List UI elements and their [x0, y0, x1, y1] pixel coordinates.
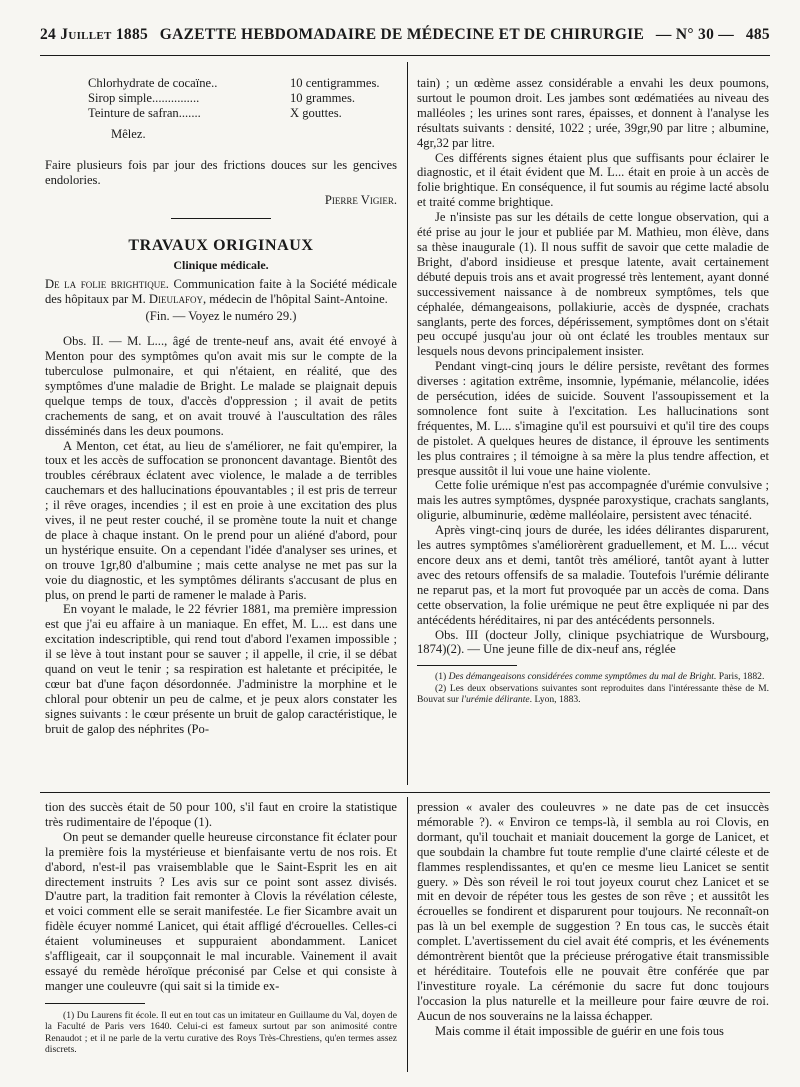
signature-rule — [171, 218, 271, 219]
paragraph: pression « avaler des couleuvres » ne date pas de cet insuccès mémorable ?). « Environ ce temps-là, il sembla au roi Clovis, en dormant, qu'il touchait et maniait doucement la gorge de Lanicet, et que soubdain la chambre fut toute remplie d'une clairté céleste et de flammes resplendissantes, et qu'en ce mesme lieu Lanicet se sentit guery. » Dès son réveil le roi tout joyeux courut chez Lanicet et se mit en devoir de répéter tous les gestes de son rêve ; et aussitôt les écrouelles se fondirent et disparurent pour toujours. Ne reconnaît-on pas là un bel exemple de suggestion ? En tous cas, le succès était complet. L'avertissement du ciel avait été compris, et les événements démontrèrent bientôt que la précieuse prérogative était transmissible et héréditaire. Toutefois elle ne pouvait être conférée que par l'investiture royale. La cérémonie du sacre fut donc toujours l'occasion la plus naturelle et la meilleure pour faire œuvre de roi. Aucun de nos souverains ne la laissa échapper. — [417, 800, 769, 1023]
prescription-line: Chlorhydrate de cocaïne.. 10 centigrammes. — [88, 76, 380, 90]
footnote-rule — [417, 665, 517, 666]
bottom-left-column — [45, 800, 397, 1055]
paragraph: Cette folie urémique n'est pas accompagnée d'urémie convulsive ; mais les autres symptômes, dyspnée paroxystique, crachats sanglants, oligurie, albuminurie, œdème malléolaire, persistent avec ténacité. — [417, 478, 769, 523]
header-journal: GAZETTE HEBDOMADAIRE DE MÉDECINE ET DE CHIRURGIE — [159, 26, 645, 43]
footnote: (1) Des démangeaisons considérées comme symptômes du mal de Bright. Paris, 1882. — [435, 671, 765, 683]
header-issue: — N° 30 — — [655, 26, 735, 43]
footnote: (1) Du Laurens fit école. Il eut en tout cas un imitateur en Guillaume du Val, doyen de la Faculté de Paris vers 1640. Celui-ci est fameux surtout par son animosité contre Renaudot ; et il ne parle de la vertu curative des Roys Très-Chrestiens, qu'en termes assez discrets. — [45, 1009, 397, 1055]
paragraph: Ces différents signes étaient plus que suffisants pour éclairer le diagnostic, et il était évident que M. L... était en proie à un accès de folie brightique. En conséquence, il fut soumis au régime lacté absolu et traité comme brightique. — [417, 150, 769, 210]
article-heading: De la folie brightique. Communication faite à la Société médicale des hôpitaux par M. Dieulafoy, médecin de l'hôpital Saint-Antoine. — [45, 277, 397, 307]
paragraph: tain) ; un œdème assez considérable a envahi les deux poumons, surtout le poumon droit. Les jambes sont œdématiées au niveau des malléoles ; les urines sont rares, épaisses, et donnent à l'analyse les résultats suivants : densité, 1022 ; urée, 39gr,90 par litre ; albumine, 4gr,32 par litre. — [417, 76, 769, 150]
author-signature: Pierre Vigier. — [324, 192, 397, 207]
column-divider-top — [407, 62, 408, 785]
section-subtitle: Clinique médicale. — [173, 257, 269, 272]
paragraph: On peut se demander quelle heureuse circonstance fit éclater pour la première fois la mystérieuse et bienfaisante vertu de nos rois. Et d'abord, n'est-il pas vraisemblable que le Saint-Esprit les en ait directement instruits ? Les avis sur ce point sont assez divisés. D'autre part, la tradition fait remonter à Clovis la révélation céleste, et voici comment elle se serait manifestée. Le fier Sicambre avait un fidèle écuyer nommé Lanicet, qui était affligé d'écrouelles. Celles-ci étaient volumineuses et suppuraient abondamment. Lanicet s'affligeait, car il soupçonnait le mal incurable. Vainement il avait essayé du remède héroïque préconisé par Celse et qui consiste à manger une couleuvre (qui sait si la timide ex- — [45, 829, 397, 993]
paragraph: Obs. II. — M. L..., âgé de trente-neuf ans, avait été envoyé à Menton pour des symptômes qu'on avait mis sur le compte de la tuberculose pulmonaire, et qui n'étaient, en réalité, que des symptômes d'une maladie de Bright. Le malade se plaignait depuis quelque temps de toux, d'accès d'oppression ; il avait de petits crachements de sang, et on avait trouvé à l'auscultation des râles disséminés dans les deux poumons. — [45, 334, 397, 438]
paragraph: Mais comme il était impossible de guérir en une fois tous — [435, 1023, 724, 1038]
paragraph: Après vingt-cinq jours de durée, les idées délirantes disparurent, les autres symptômes s'améliorèrent graduellement, et M. L... vécut encore deux ans et demi, tantôt très amélioré, tantôt ayant à lutter avec des retours offensifs de sa maladie. Toutefois l'urémie délirante ne reparut pas, et la mort fut provoquée par un accès de coma. Dans cette observation, la folie urémique ne peut être expliquée ni par des antécédents héréditaires, ni par des antécédents personnels. — [417, 523, 769, 627]
right-column — [417, 76, 769, 706]
paragraph: A Menton, cet état, au lieu de s'améliorer, ne fait qu'empirer, la toux et les accès de suffocation se prononcent davantage. Bientôt des troubles cérébraux éclatent avec violence, le malade a de terribles cauchemars et des hallucinations épouvantables ; il est pris de terreur ; il rêve orages, incendies ; il est en proie à une excitation des plus vives, il ne peut rester couché, il se promène toute la nuit et change de place à chaque instant. On le prend pour un aliéné d'abord, pour un hystérique ensuite. On a cependant l'idée d'analyser ses urines, et on trouve 1gr,80 d'albumine ; mais cette analyse ne met pas sur la voie du diagnostic, et les symptômes délirants s'accusant de plus en plus, on prend le parti de ramener le malade à Paris. — [45, 438, 397, 602]
section-divider-rule — [40, 792, 770, 793]
paragraph: Je n'insiste pas sur les détails de cette longue observation, qui a été prise au jour le jour et publiée par M. Mathieu, mon élève, dans sa thèse inaugurale (1). Il nous suffit de savoir que cette maladie de Bright, d'abord insidieuse et presque latente, avait certainement débuté depuis trois ans et avait progressé très lentement, ayant donné successivement naissance à de nombreux symptômes, tels que céphalée, démangeaisons, pollakiurie, accès de dyspnée, crachats sanglants, perte des forces, dépérissement, symptômes dont on s'était peu occupé jusqu'au jour où ont éclaté les troubles mentaux sur lesquels nous devons principalement insister. — [417, 210, 769, 359]
footnote-rule — [45, 1003, 145, 1004]
left-column — [45, 76, 397, 737]
bottom-right-column — [417, 800, 769, 1039]
paragraph: Pendant vingt-cinq jours le délire persiste, revêtant des formes diverses : agitation extrême, insomnie, lypémanie, mélancolie, idées de persécution, idées de suicide. Souvent l'assoupissement et la somnolence font suite à l'excitation. Les hallucinations sont fréquentes, M. L... s'imagine qu'il est poursuivi et qu'il tire des coups de pistolet. A quelques heures de distance, il éprouve les sentiments les plus contraires ; il témoigne à sa mère la plus tendre affection, et presque aussitôt il lui voue une haine violente. — [417, 359, 769, 478]
paragraph: tion des succès était de 50 pour 100, s'il faut en croire la statistique très rudimentaire de l'époque (1). — [45, 800, 397, 829]
prescription-line: Sirop simple............... 10 grammes. — [88, 91, 356, 105]
prescription-block — [45, 76, 397, 142]
page-header — [40, 22, 770, 48]
continued-note: (Fin. — Voyez le numéro 29.) — [145, 309, 297, 324]
footnote: (2) Les deux observations suivantes sont reproduites dans l'intéressante thèse de M. Bouvat sur l'urémie délirante. Lyon, 1883. — [417, 682, 769, 706]
column-divider-bottom — [407, 797, 408, 1072]
melez-line: Mêlez. — [111, 127, 146, 141]
paragraph: En voyant le malade, le 22 février 1881, ma première impression est que j'ai eu affaire à un maniaque. En effet, M. L... est dans une excitation indescriptible, qui rend tout d'abord l'examen impossible ; il se lève à tout instant pour se sauver ; il appelle, il crie, il se débat quand on veut le tenir ; sa respiration est haletante et précipitée, le cœur bat d'une façon désordonnée. J'administre la morphine et le chloral pour obtenir un peu de calme, et je peux alors constater les signes suivants : le cœur présente un bruit de galop caractéristique, le bruit de galop des néphrites (Po- — [45, 602, 397, 736]
friction-note: Faire plusieurs fois par jour des frictions douces sur les gencives endolories. — [45, 157, 397, 187]
paragraph: Obs. III (docteur Jolly, clinique psychiatrique de Wursbourg, 1874)(2). — Une jeune fille de dix-neuf ans, réglée — [417, 627, 769, 657]
header-date: 24 Juillet 1885 — [40, 26, 149, 43]
header-page-number: 485 — [745, 26, 770, 43]
prescription-line: Teinture de safran....... X gouttes. — [88, 106, 342, 120]
header-rule — [40, 55, 770, 56]
section-title: TRAVAUX ORIGINAUX — [128, 236, 314, 254]
